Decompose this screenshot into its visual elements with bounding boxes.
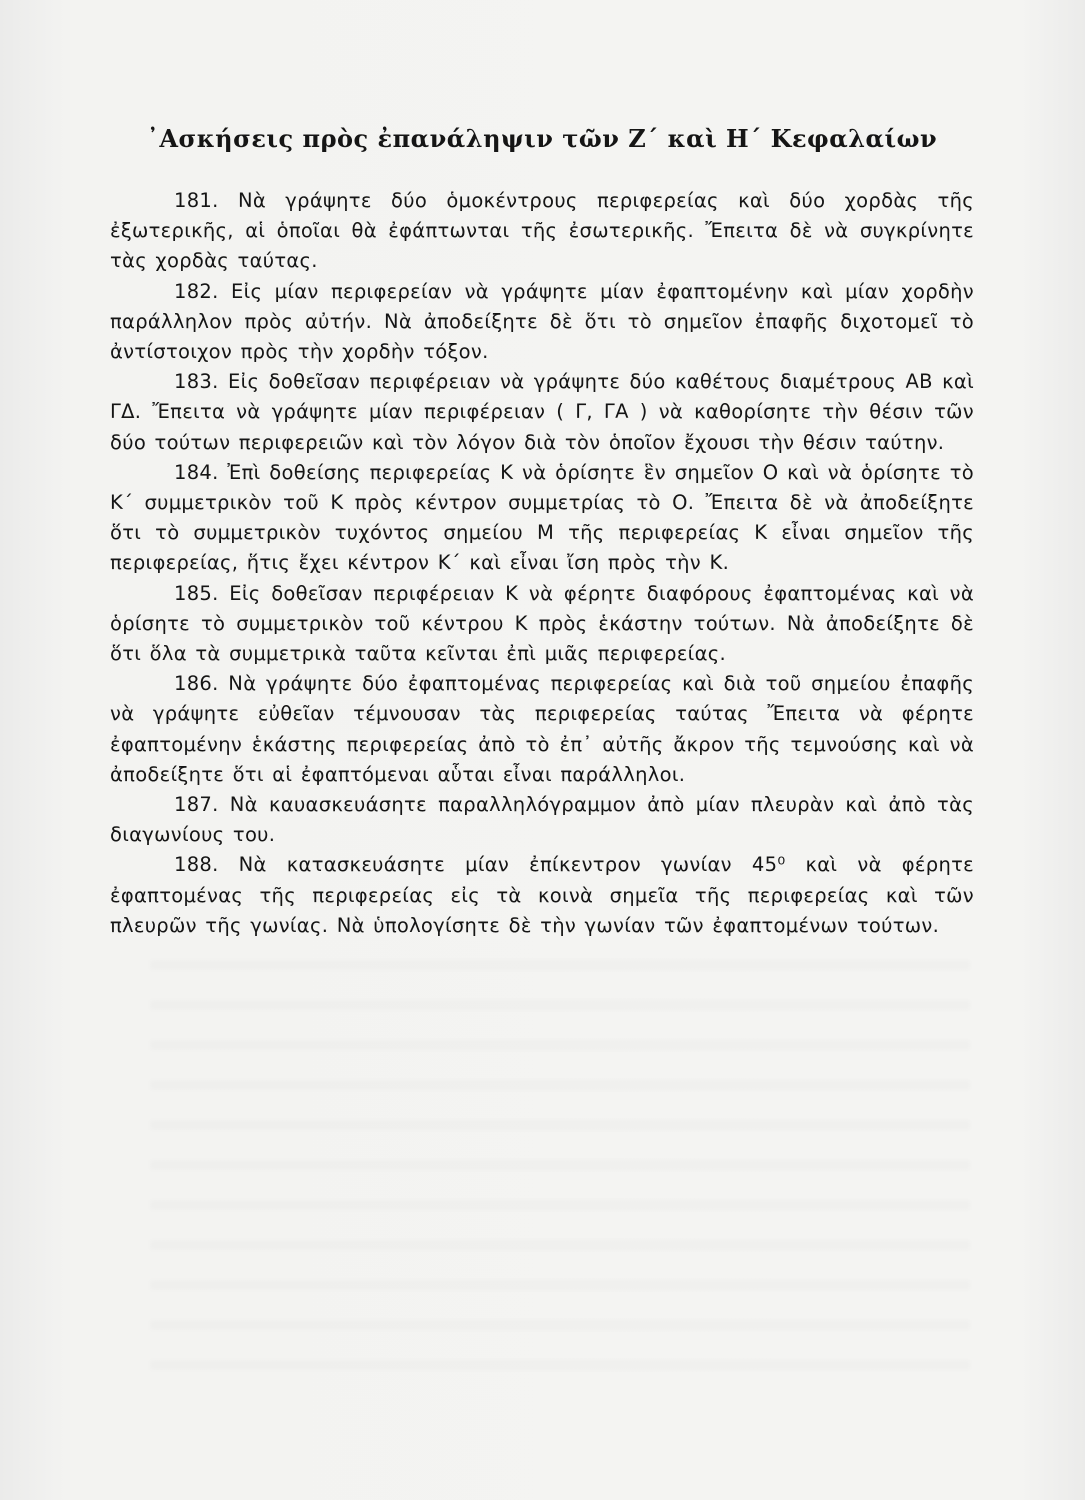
exercise-181: 181. Νὰ γράψητε δύο ὁμοκέντρους περιφερείας καὶ δύο χορδὰς τῆς ἐξωτερικῆς, αἱ ὁποῖαι θὰ ἐφάπτωνται τῆς ἐσωτερικῆς. Ἔπειτα δὲ νὰ συγκρίνητε τὰς χορδὰς ταύτας. xyxy=(110,189,974,273)
exercise-185: 185. Εἰς δοθεῖσαν περιφέρειαν Κ νὰ φέρητε διαφόρους ἐφαπτομένας καὶ νὰ ὁρίσητε τὸ συμμετρικὸν τοῦ κέντρου Κ πρὸς ἑκάστην τούτων. Νὰ ἀποδείξητε δὲ ὅτι ὅλα τὰ συμμετρικὰ ταῦτα κεῖνται ἐπὶ μιᾶς περιφερείας. xyxy=(110,581,974,666)
show-through-texture xyxy=(150,960,970,1380)
exercise-188: 188. Νὰ κατασκευάσητε μίαν ἐπίκεντρον γωνίαν 45⁰ καὶ νὰ φέρητε ἐφαπτομένας τῆς περιφερείας εἰς τὰ κοινὰ σημεῖα τῆς περιφερείας καὶ τῶν πλευρῶν τῆς γωνίας. Νὰ ὑπολογίσητε δὲ τὴν γωνίαν τῶν ἐφαπτομένων τούτων. xyxy=(110,853,974,937)
exercise-list xyxy=(110,186,974,941)
exercise-187: 187. Νὰ καυασκευάσητε παραλληλόγραμμον ἀπὸ μίαν πλευρὰν καὶ ἀπὸ τὰς διαγωνίους του. xyxy=(110,793,974,847)
exercise-183: 183. Εἰς δοθεῖσαν περιφέρειαν νὰ γράψητε δύο καθέτους διαμέτρους ΑΒ καὶ ΓΔ. Ἔπειτα νὰ γράψητε μίαν περιφέρειαν ( Γ, ΓΑ ) νὰ καθορίσητε τὴν θέσιν τῶν δύο τούτων περιφερειῶν καὶ τὸν λόγον διὰ τὸν ὁποῖον ἔχουσι τὴν θέσιν ταύτην. xyxy=(110,370,974,454)
exercise-186: 186. Νὰ γράψητε δύο ἐφαπτομένας περιφερείας καὶ διὰ τοῦ σημείου ἐπαφῆς νὰ γράψητε εὐθεῖαν τέμνουσαν τὰς περιφερείας ταύτας Ἔπειτα νὰ φέρητε ἐφαπτομένην ἑκάστης περιφερείας ἀπὸ τὸ ἐπ᾿ αὐτῆς ἄκρον τῆς τεμνούσης καὶ νὰ ἀποδείξητε ὅτι αἱ ἐφαπτόμεναι αὗται εἶναι παράλληλοι. xyxy=(110,672,974,786)
exercise-184: 184. Ἐπὶ δοθείσης περιφερείας Κ νὰ ὁρίσητε ἓν σημεῖον Ο καὶ νὰ ὁρίσητε τὸ Κ΄ συμμετρικὸν τοῦ Κ πρὸς κέντρον συμμετρίας τὸ Ο. Ἔπειτα δὲ νὰ ἀποδείξητε ὅτι τὸ συμμετρικὸν τυχόντος σημείου Μ τῆς περιφερείας Κ εἶναι σημεῖον τῆς περιφερείας, ἥτις ἔχει κέντρον Κ΄ καὶ εἶναι ἴση πρὸς τὴν Κ. xyxy=(110,460,974,575)
section-title: ᾿Ασκήσεις πρὸς ἐπανάληψιν τῶν Ζ΄ καὶ Η΄ Κεφαλαίων xyxy=(146,124,938,153)
exercise-182: 182. Εἰς μίαν περιφερείαν νὰ γράψητε μίαν ἐφαπτομένην καὶ μίαν χορδὴν παράλληλον πρὸς αὐτήν. Νὰ ἀποδείξητε δὲ ὅτι τὸ σημεῖον ἐπαφῆς διχοτομεῖ τὸ ἀντίστοιχον πρὸς τὴν χορδὴν τόξον. xyxy=(110,279,974,364)
